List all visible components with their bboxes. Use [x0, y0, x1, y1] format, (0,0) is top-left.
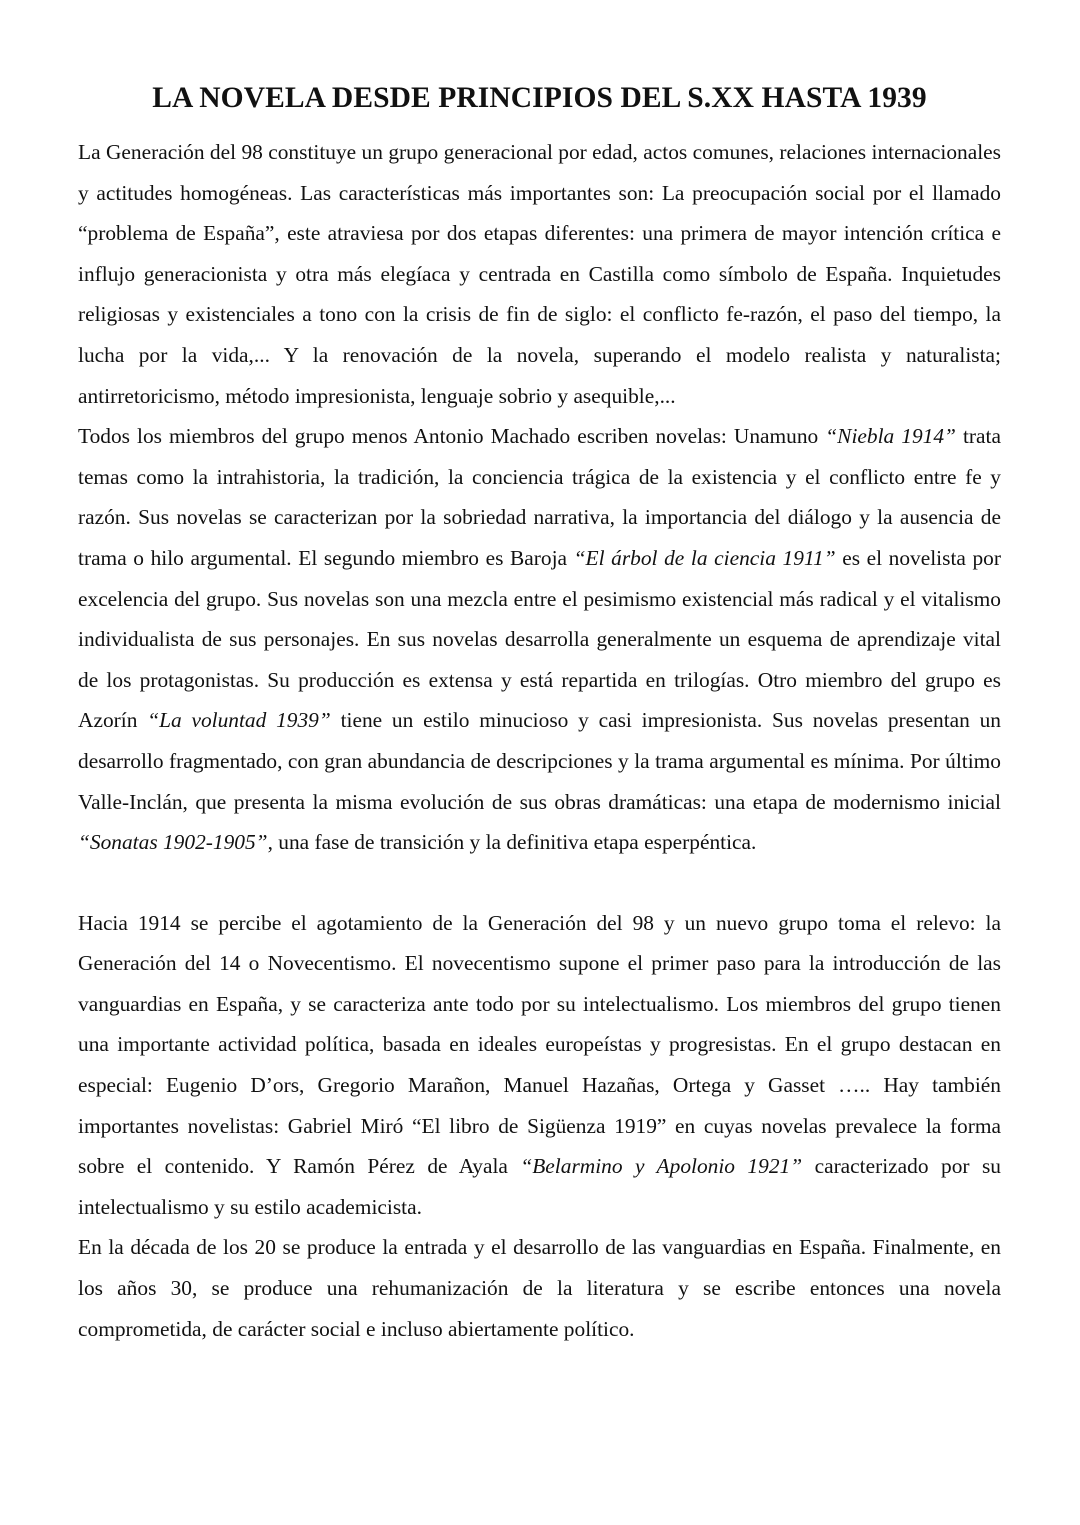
paragraph [78, 903, 1001, 1228]
document-title: LA NOVELA DESDE PRINCIPIOS DEL S.XX HASTA 1939 [152, 82, 927, 114]
italic-title-text: “El árbol de la ciencia 1911” [573, 545, 836, 570]
paragraph [78, 132, 1001, 416]
document-body [78, 132, 1001, 1349]
italic-title-text: “Sonatas 1902-1905” [78, 830, 268, 855]
text-run: La Generación del 98 constituye un grupo generacional por edad, actos comunes, relaciones internacionales y actitudes homogéneas. Las características más importantes son: La preocupación social por el llamado “problema de España”, este atraviesa por dos etapas diferentes: una primera de mayor intención crítica e influjo generacionista y otra más elegíaca y centrada en Castilla como símbolo de España. Inquietudes religiosas y existenciales a tono con la crisis de fin de siglo: el conflicto fe-razón, el paso del tiempo, la lucha por la vida,... Y la renovación de la novela, superando el modelo realista y naturalista; antirretoricismo, método impresionista, lenguaje sobrio y asequible,... [78, 140, 1001, 408]
text-run: es el novelista por excelencia del grupo. Sus novelas son una mezcla entre el pesimismo existencial más radical y el vitalismo individualista de sus personajes. En sus novelas desarrolla generalmente un esquema de aprendizaje vital de los protagonistas. Su producción es extensa y está repartida en trilogías. Otro miembro del grupo es Azorín [78, 545, 1001, 733]
italic-title-text: “Niebla 1914” [825, 424, 956, 449]
paragraph [78, 1227, 1001, 1349]
text-run: , una fase de transición y la definitiva etapa esperpéntica. [267, 830, 757, 855]
text-run: tiene un estilo minucioso y casi impresionista. Sus novelas presentan un desarrollo fragmentado, con gran abundancia de descripciones y la trama argumental es mínima. Por último Valle-Inclán, que presenta la misma evolución de sus obras dramáticas: una etapa de modernismo inicial [78, 708, 1001, 814]
italic-title-text: “Belarmino y Apolonio 1921” [520, 1154, 803, 1179]
text-run: caracterizado por su intelectualismo y su estilo academicista. [78, 1154, 1001, 1219]
paragraph [78, 416, 1001, 863]
text-run: En la década de los 20 se produce la entrada y el desarrollo de las vanguardias en España. Finalmente, en los años 30, se produce una rehumanización de la literatura y se escribe entonces una novela comprometida, de carácter social e incluso abiertamente político. [78, 1235, 1001, 1341]
text-run: trata temas como la intrahistoria, la tradición, la conciencia trágica de la existencia y el conflicto entre fe y razón. Sus novelas se caracterizan por la sobriedad narrativa, la importancia del diálogo y la ausencia de trama o hilo argumental. El segundo miembro es Baroja [78, 424, 1001, 570]
italic-title-text: “La voluntad 1939” [147, 708, 331, 733]
paragraph-spacer [78, 863, 1001, 903]
text-run: Hacia 1914 se percibe el agotamiento de la Generación del 98 y un nuevo grupo toma el relevo: la Generación del 14 o Novecentismo. El novecentismo supone el primer paso para la introducción de las vanguardias en España, y se caracteriza ante todo por su intelectualismo. Los miembros del grupo tienen una importante actividad política, basada en ideales europeístas y progresistas. En el grupo destacan en especial: Eugenio D’ors, Gregorio Marañon, Manuel Hazañas, Ortega y Gasset ….. Hay también importantes novelistas: Gabriel Miró “El libro de Sigüenza 1919” en cuyas novelas prevalece la forma sobre el contenido. Y Ramón Pérez de Ayala [78, 910, 1001, 1179]
text-run: Todos los miembros del grupo menos Antonio Machado escriben novelas: Unamuno [78, 424, 826, 449]
